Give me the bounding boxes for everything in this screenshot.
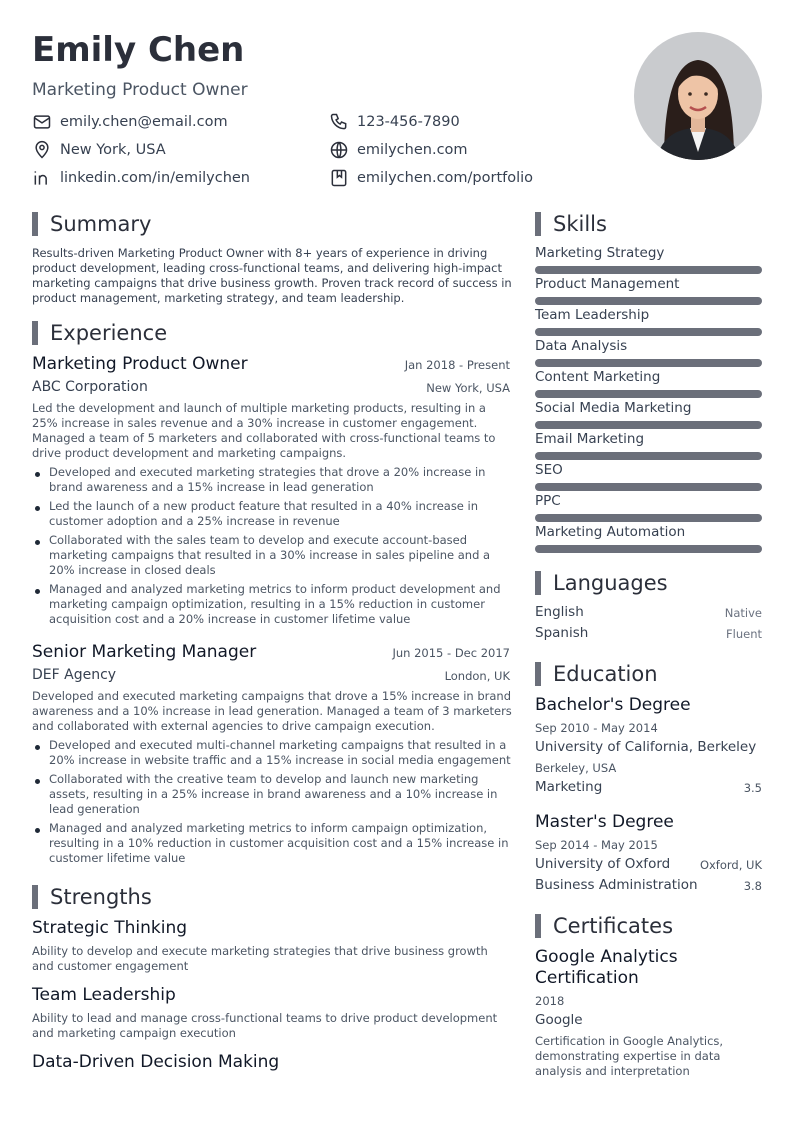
education-location: Berkeley, USA [535,761,617,775]
section-accent-bar [535,662,541,686]
phone-icon [329,112,349,132]
section-accent-bar [535,212,541,236]
job-location: London, UK [444,669,510,683]
certificate-date: 2018 [535,994,565,1008]
strength-description: Ability to lead and manage cross-functional teams to drive product development and marketing campaign execution [32,1011,498,1040]
experience-section-header [32,321,167,345]
education-date: Sep 2010 - May 2014 [535,721,658,735]
summary-title: Summary [50,212,152,236]
linkedin-icon [32,168,52,188]
job-bullet: Developed and executed marketing strategies that drove a 20% increase in brand awareness and a 15% increase in lead generation [32,465,512,495]
job-description: Led the development and launch of multiple marketing products, resulting in a 25% increase in sales revenue and a 30% increase in customer engagement. Managed a team of 5 marketers and collaborated with cross-functional teams to drive product development and marketing campaigns. [32,401,496,460]
education-section-header [535,662,658,686]
strengths-title: Strengths [50,885,152,909]
skill-level-bar [535,359,762,367]
language-name: English [535,604,584,620]
contact-email-text: emily.chen@email.com [60,114,228,130]
skill-label: Social Media Marketing [535,400,692,416]
section-accent-bar [535,571,541,595]
avatar [634,32,762,160]
education-field: Business Administration [535,877,698,893]
contact-linkedin-text: linkedin.com/in/emilychen [60,170,250,186]
job-date: Jun 2015 - Dec 2017 [392,646,510,660]
job-title: Senior Marketing Manager [32,642,257,662]
certificates-section-header [535,914,673,938]
strength-title: Strategic Thinking [32,918,188,938]
section-accent-bar [535,914,541,938]
job-bullet: Collaborated with the sales team to develop and execute account-based marketing campaigns that resulted in a 30% increase in sales pipeline and a 20% increase in closed deals [32,533,512,578]
education-school: University of California, Berkeley [535,739,757,755]
strength-title: Team Leadership [32,985,176,1005]
education-school: University of Oxford [535,856,671,872]
strength-description: Ability to develop and execute marketing strategies that drive business growth and customer engagement [32,944,488,973]
job-company: ABC Corporation [32,379,148,395]
skill-level-bar [535,452,762,460]
skill-level-bar [535,328,762,336]
contact-phone[interactable] [329,112,460,132]
skill-label: Marketing Automation [535,524,686,540]
contact-location-text: New York, USA [60,142,166,158]
contact-portfolio-text: emilychen.com/portfolio [357,170,534,186]
education-degree: Master's Degree [535,812,674,832]
job-description: Developed and executed marketing campaigns that drove a 15% increase in brand awareness and a 10% increase in lead generation. Managed a team of 3 marketers and collaborated with external agencies to drive campaign execution. [32,689,512,733]
job-location: New York, USA [426,381,510,395]
skill-label: Product Management [535,276,680,292]
job-bullets [32,465,512,631]
certificates-title: Certificates [553,914,674,938]
certificate-issuer: Google [535,1012,583,1028]
avatar-photo [634,32,762,160]
strengths-section-header [32,885,152,909]
contact-portfolio[interactable] [329,168,533,188]
bookmark-icon [329,168,349,188]
summary-text: Results-driven Marketing Product Owner with 8+ years of experience in driving product development, leading cross-functional teams, and delivering high-impact marketing campaigns that drive business growth. Proven track record of success in product management, marketing strategy, and team leadership. [32,246,512,305]
education-title: Education [553,662,658,686]
languages-section-header [535,571,668,595]
skill-level-bar [535,297,762,305]
skill-level-bar [535,266,762,274]
language-name: Spanish [535,625,589,641]
skill-level-bar [535,390,762,398]
job-bullet: Led the launch of a new product feature that resulted in a 40% increase in customer adoption and a 25% increase in revenue [32,499,512,529]
section-accent-bar [32,321,38,345]
contact-linkedin[interactable] [32,168,250,188]
skill-label: Marketing Strategy [535,245,665,261]
education-degree: Bachelor's Degree [535,695,691,715]
skill-label: Team Leadership [535,307,650,323]
skill-level-bar [535,421,762,429]
candidate-name: Emily Chen [32,30,245,70]
contact-email[interactable] [32,112,228,132]
job-title: Marketing Product Owner [32,354,248,374]
candidate-role: Marketing Product Owner [32,80,248,100]
section-accent-bar [32,212,38,236]
contact-location [32,140,166,160]
skill-level-bar [535,514,762,522]
certificate-description: Certification in Google Analytics, demonstrating expertise in data analysis and interpretation [535,1034,724,1078]
job-bullet: Collaborated with the creative team to develop and launch new marketing assets, resulting in a 25% increase in brand awareness and a 10% increase in lead generation [32,772,512,817]
job-bullets [32,738,512,870]
map-pin-icon [32,140,52,160]
globe-icon [329,140,349,160]
contact-website[interactable] [329,140,468,160]
education-date: Sep 2014 - May 2015 [535,838,658,852]
skill-level-bar [535,483,762,491]
skill-label: Content Marketing [535,369,661,385]
experience-title: Experience [50,321,168,345]
skills-section-header [535,212,607,236]
skill-label: PPC [535,493,561,509]
skill-level-bar [535,545,762,553]
strength-title: Data-Driven Decision Making [32,1052,280,1072]
summary-section-header [32,212,151,236]
skill-label: SEO [535,462,563,478]
job-date: Jan 2018 - Present [404,358,510,372]
skill-label: Email Marketing [535,431,645,447]
contact-phone-text: 123-456-7890 [357,114,460,130]
certificate-title: Google Analytics Certification [535,947,678,988]
section-accent-bar [32,885,38,909]
skills-title: Skills [553,212,607,236]
contact-website-text: emilychen.com [357,142,468,158]
job-bullet: Managed and analyzed marketing metrics to inform product development and marketing campaign optimization, resulting in a 15% reduction in customer acquisition cost and a 20% increase in customer lifetime value [32,582,512,627]
language-level: Fluent [726,627,762,641]
education-field: Marketing [535,779,603,795]
job-bullet: Developed and executed multi-channel marketing campaigns that resulted in a 20% increase in website traffic and a 15% increase in social media engagement [32,738,512,768]
language-level: Native [724,606,762,620]
education-gpa: 3.5 [743,781,762,795]
job-bullet: Managed and analyzed marketing metrics to inform campaign optimization, resulting in a 10% reduction in customer acquisition cost and a 15% increase in customer lifetime value [32,821,512,866]
mail-icon [32,112,52,132]
job-company: DEF Agency [32,667,117,683]
skill-label: Data Analysis [535,338,628,354]
education-gpa: 3.8 [743,879,762,893]
education-location: Oxford, UK [699,858,762,872]
languages-title: Languages [553,571,668,595]
